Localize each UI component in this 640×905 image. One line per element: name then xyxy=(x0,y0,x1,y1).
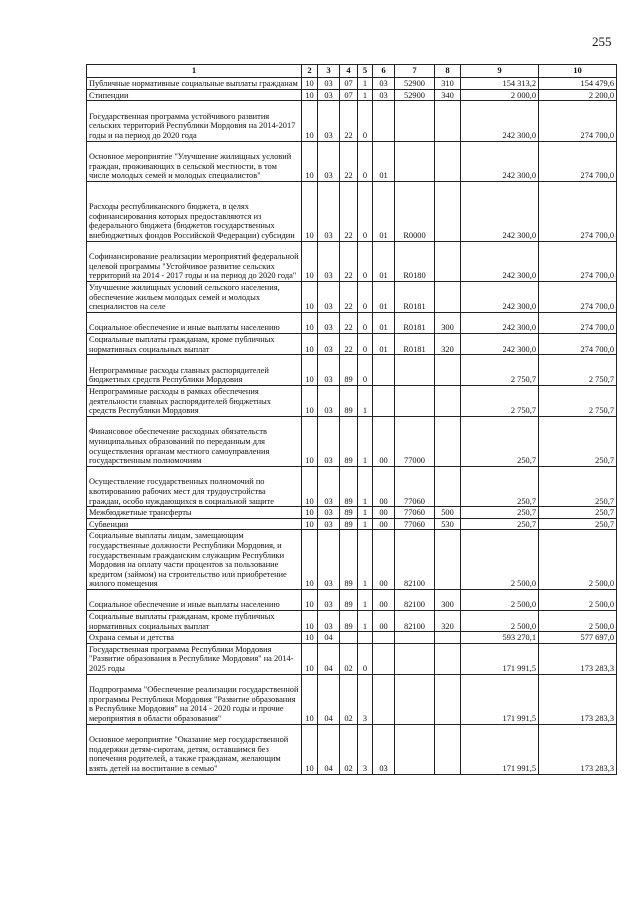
table-row xyxy=(87,89,617,101)
expense-direction-cell xyxy=(395,632,435,644)
subsection-code-cell: 03 xyxy=(318,355,340,386)
expense-type-cell xyxy=(435,101,461,141)
amount-year1-cell: 171 991,5 xyxy=(461,674,539,724)
subsection-code-cell: 03 xyxy=(318,241,340,281)
expense-direction-cell xyxy=(395,101,435,141)
measure-code-cell: 00 xyxy=(373,518,395,530)
subprogram-code-cell xyxy=(358,632,373,644)
subsection-code-cell: 03 xyxy=(318,589,340,610)
subsection-code-cell: 03 xyxy=(318,141,340,181)
table-row xyxy=(87,355,617,386)
program-code-cell: 22 xyxy=(340,281,358,312)
column-header: 4 xyxy=(340,65,358,78)
measure-code-cell: 01 xyxy=(373,141,395,181)
column-header: 9 xyxy=(461,65,539,78)
program-code-cell: 22 xyxy=(340,101,358,141)
row-name-cell: Социальные выплаты лицам, замещающим государственные должности Республики Мордовия, и государственным гражданским служащим Республики Мордовия на оплату части процентов за пользование кредитом (займом) на строительство или приобретение жилого помещения xyxy=(87,530,302,590)
measure-code-cell: 03 xyxy=(373,78,395,90)
amount-year2-cell: 274 700,0 xyxy=(539,181,617,241)
subsection-code-cell: 03 xyxy=(318,416,340,466)
subprogram-code-cell: 0 xyxy=(358,281,373,312)
table-row xyxy=(87,101,617,141)
expense-type-cell xyxy=(435,385,461,416)
table-row xyxy=(87,643,617,674)
subsection-code-cell: 04 xyxy=(318,674,340,724)
program-code-cell: 22 xyxy=(340,333,358,354)
subprogram-code-cell: 0 xyxy=(358,181,373,241)
expense-direction-cell: R0181 xyxy=(395,312,435,333)
expense-type-cell xyxy=(435,241,461,281)
amount-year2-cell: 274 700,0 xyxy=(539,101,617,141)
subprogram-code-cell: 1 xyxy=(358,78,373,90)
amount-year1-cell: 242 300,0 xyxy=(461,312,539,333)
table-row xyxy=(87,312,617,333)
amount-year2-cell: 577 697,0 xyxy=(539,632,617,644)
program-code-cell: 89 xyxy=(340,385,358,416)
section-code-cell: 10 xyxy=(302,416,318,466)
column-header: 3 xyxy=(318,65,340,78)
row-name-cell: Межбюджетные трансферты xyxy=(87,507,302,519)
expense-type-cell xyxy=(435,466,461,506)
subprogram-code-cell: 1 xyxy=(358,530,373,590)
amount-year2-cell: 154 479,6 xyxy=(539,78,617,90)
section-code-cell: 10 xyxy=(302,643,318,674)
program-code-cell xyxy=(340,632,358,644)
section-code-cell: 10 xyxy=(302,385,318,416)
measure-code-cell xyxy=(373,385,395,416)
row-name-cell: Стипендии xyxy=(87,89,302,101)
subprogram-code-cell: 1 xyxy=(358,507,373,519)
table-row xyxy=(87,530,617,590)
subsection-code-cell: 03 xyxy=(318,611,340,632)
measure-code-cell: 00 xyxy=(373,530,395,590)
subsection-code-cell: 03 xyxy=(318,385,340,416)
amount-year1-cell: 2 000,0 xyxy=(461,89,539,101)
expense-direction-cell: 82100 xyxy=(395,530,435,590)
amount-year1-cell: 593 270,1 xyxy=(461,632,539,644)
amount-year2-cell: 274 700,0 xyxy=(539,281,617,312)
section-code-cell: 10 xyxy=(302,724,318,774)
subprogram-code-cell: 3 xyxy=(358,674,373,724)
row-name-cell: Субвенции xyxy=(87,518,302,530)
row-name-cell: Социальные выплаты гражданам, кроме публичных нормативных социальных выплат xyxy=(87,333,302,354)
measure-code-cell: 01 xyxy=(373,241,395,281)
amount-year1-cell: 2 500,0 xyxy=(461,530,539,590)
subprogram-code-cell: 0 xyxy=(358,241,373,281)
amount-year1-cell: 2 500,0 xyxy=(461,589,539,610)
subprogram-code-cell: 0 xyxy=(358,141,373,181)
amount-year2-cell: 250,7 xyxy=(539,416,617,466)
expense-direction-cell: 77060 xyxy=(395,518,435,530)
expense-direction-cell: R0180 xyxy=(395,241,435,281)
amount-year1-cell: 171 991,5 xyxy=(461,643,539,674)
row-name-cell: Подпрограмма "Обеспечение реализации государственной программы Республики Мордовия "Развитие образования в Республике Мордовия" на 2014 - 2020 годы и прочие мероприятия в области образования" xyxy=(87,674,302,724)
section-code-cell: 10 xyxy=(302,141,318,181)
table-row xyxy=(87,611,617,632)
page-number: 255 xyxy=(592,34,612,49)
table-row xyxy=(87,518,617,530)
row-name-cell: Осуществление государственных полномочий по квотированию рабочих мест для трудоустройства граждан, особо нуждающихся в социальной защите xyxy=(87,466,302,506)
measure-code-cell: 01 xyxy=(373,312,395,333)
section-code-cell: 10 xyxy=(302,89,318,101)
measure-code-cell: 01 xyxy=(373,281,395,312)
expense-type-cell xyxy=(435,724,461,774)
amount-year1-cell: 171 991,5 xyxy=(461,724,539,774)
row-name-cell: Социальное обеспечение и иные выплаты населению xyxy=(87,589,302,610)
subsection-code-cell: 03 xyxy=(318,518,340,530)
section-code-cell: 10 xyxy=(302,333,318,354)
amount-year2-cell: 2 750,7 xyxy=(539,385,617,416)
table-row xyxy=(87,385,617,416)
program-code-cell: 89 xyxy=(340,355,358,386)
measure-code-cell: 01 xyxy=(373,333,395,354)
amount-year1-cell: 250,7 xyxy=(461,466,539,506)
table-row xyxy=(87,632,617,644)
subsection-code-cell: 04 xyxy=(318,632,340,644)
section-code-cell: 10 xyxy=(302,530,318,590)
expense-type-cell xyxy=(435,416,461,466)
table-header-row xyxy=(87,65,617,78)
subprogram-code-cell: 0 xyxy=(358,643,373,674)
program-code-cell: 07 xyxy=(340,89,358,101)
subsection-code-cell: 03 xyxy=(318,530,340,590)
expense-direction-cell xyxy=(395,674,435,724)
amount-year2-cell: 2 750,7 xyxy=(539,355,617,386)
section-code-cell: 10 xyxy=(302,507,318,519)
column-header: 5 xyxy=(358,65,373,78)
table-row xyxy=(87,281,617,312)
measure-code-cell xyxy=(373,101,395,141)
section-code-cell: 10 xyxy=(302,101,318,141)
measure-code-cell: 03 xyxy=(373,89,395,101)
row-name-cell: Непрограммные расходы в рамках обеспечения деятельности главных распорядителей бюджетных средств Республики Мордовия xyxy=(87,385,302,416)
subprogram-code-cell: 3 xyxy=(358,724,373,774)
row-name-cell: Улучшение жилищных условий сельского населения, обеспечение жильем молодых семей и молодых специалистов на селе xyxy=(87,281,302,312)
amount-year2-cell: 173 283,3 xyxy=(539,643,617,674)
amount-year1-cell: 2 750,7 xyxy=(461,385,539,416)
program-code-cell: 02 xyxy=(340,643,358,674)
program-code-cell: 07 xyxy=(340,78,358,90)
expense-type-cell: 300 xyxy=(435,312,461,333)
section-code-cell: 10 xyxy=(302,355,318,386)
column-header: 1 xyxy=(87,65,302,78)
row-name-cell: Государственная программа Республики Мордовия "Развитие образования в Республике Мордовия" на 2014-2025 годы xyxy=(87,643,302,674)
amount-year2-cell: 274 700,0 xyxy=(539,312,617,333)
subsection-code-cell: 03 xyxy=(318,507,340,519)
amount-year1-cell: 242 300,0 xyxy=(461,241,539,281)
expense-direction-cell xyxy=(395,643,435,674)
row-name-cell: Финансовое обеспечение расходных обязательств муниципальных образований по переданным для осуществления органам местного самоуправления государственным полномочиям xyxy=(87,416,302,466)
section-code-cell: 10 xyxy=(302,312,318,333)
expense-type-cell: 320 xyxy=(435,333,461,354)
table-row xyxy=(87,78,617,90)
expense-direction-cell: R0000 xyxy=(395,181,435,241)
section-code-cell: 10 xyxy=(302,632,318,644)
expense-direction-cell: R0181 xyxy=(395,333,435,354)
subsection-code-cell: 03 xyxy=(318,101,340,141)
measure-code-cell xyxy=(373,355,395,386)
expense-type-cell xyxy=(435,530,461,590)
measure-code-cell: 00 xyxy=(373,416,395,466)
row-name-cell: Софинансирование реализации мероприятий федеральной целевой программы "Устойчивое развитие сельских территорий на 2014 - 2017 годы и на период до 2020 года" xyxy=(87,241,302,281)
section-code-cell: 10 xyxy=(302,589,318,610)
expense-type-cell: 320 xyxy=(435,611,461,632)
budget-table xyxy=(86,64,617,775)
amount-year1-cell: 250,7 xyxy=(461,416,539,466)
amount-year2-cell: 173 283,3 xyxy=(539,724,617,774)
table-body xyxy=(87,78,617,775)
table-row xyxy=(87,674,617,724)
expense-direction-cell: 77060 xyxy=(395,507,435,519)
amount-year1-cell: 250,7 xyxy=(461,507,539,519)
expense-direction-cell xyxy=(395,724,435,774)
section-code-cell: 10 xyxy=(302,674,318,724)
measure-code-cell: 00 xyxy=(373,589,395,610)
subsection-code-cell: 04 xyxy=(318,724,340,774)
expense-direction-cell: 52900 xyxy=(395,89,435,101)
expense-type-cell xyxy=(435,632,461,644)
amount-year2-cell: 274 700,0 xyxy=(539,241,617,281)
expense-direction-cell: 52900 xyxy=(395,78,435,90)
row-name-cell: Расходы республиканского бюджета, в целях софинансирования которых предоставляются из федерального бюджета (бюджетов государственных внебюджетных фондов Российской Федерации) субсидии xyxy=(87,181,302,241)
amount-year1-cell: 242 300,0 xyxy=(461,141,539,181)
subprogram-code-cell: 0 xyxy=(358,101,373,141)
measure-code-cell: 03 xyxy=(373,724,395,774)
program-code-cell: 89 xyxy=(340,518,358,530)
subprogram-code-cell: 1 xyxy=(358,466,373,506)
program-code-cell: 22 xyxy=(340,141,358,181)
amount-year2-cell: 250,7 xyxy=(539,507,617,519)
amount-year1-cell: 2 500,0 xyxy=(461,611,539,632)
program-code-cell: 89 xyxy=(340,416,358,466)
amount-year2-cell: 2 500,0 xyxy=(539,530,617,590)
subprogram-code-cell: 1 xyxy=(358,385,373,416)
measure-code-cell: 01 xyxy=(373,181,395,241)
subsection-code-cell: 03 xyxy=(318,312,340,333)
expense-direction-cell: 77000 xyxy=(395,416,435,466)
table-row xyxy=(87,333,617,354)
subprogram-code-cell: 1 xyxy=(358,518,373,530)
expense-type-cell: 500 xyxy=(435,507,461,519)
subsection-code-cell: 03 xyxy=(318,89,340,101)
expense-type-cell: 310 xyxy=(435,78,461,90)
amount-year2-cell: 250,7 xyxy=(539,466,617,506)
subsection-code-cell: 03 xyxy=(318,78,340,90)
amount-year2-cell: 2 500,0 xyxy=(539,589,617,610)
amount-year1-cell: 250,7 xyxy=(461,518,539,530)
amount-year1-cell: 154 313,2 xyxy=(461,78,539,90)
expense-type-cell: 530 xyxy=(435,518,461,530)
section-code-cell: 10 xyxy=(302,281,318,312)
table-row xyxy=(87,724,617,774)
amount-year2-cell: 274 700,0 xyxy=(539,141,617,181)
table-row xyxy=(87,241,617,281)
amount-year2-cell: 2 500,0 xyxy=(539,611,617,632)
subsection-code-cell: 03 xyxy=(318,281,340,312)
subprogram-code-cell: 0 xyxy=(358,355,373,386)
program-code-cell: 22 xyxy=(340,241,358,281)
expense-type-cell xyxy=(435,141,461,181)
table-row xyxy=(87,507,617,519)
program-code-cell: 02 xyxy=(340,724,358,774)
measure-code-cell xyxy=(373,674,395,724)
subprogram-code-cell: 0 xyxy=(358,312,373,333)
amount-year1-cell: 242 300,0 xyxy=(461,181,539,241)
row-name-cell: Охрана семьи и детства xyxy=(87,632,302,644)
amount-year2-cell: 173 283,3 xyxy=(539,674,617,724)
row-name-cell: Государственная программа устойчивого развития сельских территорий Республики Мордовия на 2014-2017 годы и на период до 2020 года xyxy=(87,101,302,141)
table-row xyxy=(87,466,617,506)
section-code-cell: 10 xyxy=(302,518,318,530)
measure-code-cell: 00 xyxy=(373,507,395,519)
table-row xyxy=(87,589,617,610)
expense-direction-cell: 82100 xyxy=(395,611,435,632)
row-name-cell: Социальные выплаты гражданам, кроме публичных нормативных социальных выплат xyxy=(87,611,302,632)
row-name-cell: Основное мероприятие "Оказание мер государственной поддержки детям-сиротам, детям, оставшимся без попечения родителей, а также гражданам, желающим взять детей на воспитание в семью" xyxy=(87,724,302,774)
expense-type-cell: 340 xyxy=(435,89,461,101)
subprogram-code-cell: 1 xyxy=(358,611,373,632)
section-code-cell: 10 xyxy=(302,181,318,241)
column-header: 2 xyxy=(302,65,318,78)
subprogram-code-cell: 1 xyxy=(358,589,373,610)
amount-year2-cell: 2 200,0 xyxy=(539,89,617,101)
row-name-cell: Публичные нормативные социальные выплаты гражданам xyxy=(87,78,302,90)
expense-type-cell xyxy=(435,643,461,674)
section-code-cell: 10 xyxy=(302,611,318,632)
amount-year1-cell: 242 300,0 xyxy=(461,101,539,141)
table-row xyxy=(87,416,617,466)
measure-code-cell: 00 xyxy=(373,466,395,506)
row-name-cell: Основное мероприятие "Улучшение жилищных условий граждан, проживающих в сельской местности, в том числе молодых семей и молодых специалистов" xyxy=(87,141,302,181)
row-name-cell: Социальное обеспечение и иные выплаты населению xyxy=(87,312,302,333)
expense-type-cell xyxy=(435,181,461,241)
expense-type-cell xyxy=(435,355,461,386)
section-code-cell: 10 xyxy=(302,241,318,281)
measure-code-cell: 00 xyxy=(373,611,395,632)
subprogram-code-cell: 1 xyxy=(358,416,373,466)
subsection-code-cell: 03 xyxy=(318,181,340,241)
expense-direction-cell xyxy=(395,141,435,181)
column-header: 7 xyxy=(395,65,435,78)
expense-type-cell xyxy=(435,281,461,312)
program-code-cell: 89 xyxy=(340,530,358,590)
amount-year1-cell: 2 750,7 xyxy=(461,355,539,386)
expense-direction-cell xyxy=(395,355,435,386)
program-code-cell: 89 xyxy=(340,507,358,519)
table-row xyxy=(87,141,617,181)
amount-year1-cell: 242 300,0 xyxy=(461,281,539,312)
expense-direction-cell xyxy=(395,385,435,416)
expense-type-cell: 300 xyxy=(435,589,461,610)
amount-year2-cell: 250,7 xyxy=(539,518,617,530)
program-code-cell: 22 xyxy=(340,181,358,241)
program-code-cell: 89 xyxy=(340,611,358,632)
subprogram-code-cell: 1 xyxy=(358,89,373,101)
program-code-cell: 02 xyxy=(340,674,358,724)
expense-direction-cell: 77060 xyxy=(395,466,435,506)
column-header: 8 xyxy=(435,65,461,78)
program-code-cell: 89 xyxy=(340,589,358,610)
table-row xyxy=(87,181,617,241)
subsection-code-cell: 03 xyxy=(318,466,340,506)
subsection-code-cell: 03 xyxy=(318,333,340,354)
expense-direction-cell: R0181 xyxy=(395,281,435,312)
subsection-code-cell: 04 xyxy=(318,643,340,674)
section-code-cell: 10 xyxy=(302,466,318,506)
expense-direction-cell: 82100 xyxy=(395,589,435,610)
measure-code-cell xyxy=(373,632,395,644)
section-code-cell: 10 xyxy=(302,78,318,90)
row-name-cell: Непрограммные расходы главных распорядителей бюджетных средств Республики Мордовия xyxy=(87,355,302,386)
measure-code-cell xyxy=(373,643,395,674)
program-code-cell: 22 xyxy=(340,312,358,333)
column-header: 10 xyxy=(539,65,617,78)
column-header: 6 xyxy=(373,65,395,78)
program-code-cell: 89 xyxy=(340,466,358,506)
amount-year1-cell: 242 300,0 xyxy=(461,333,539,354)
subprogram-code-cell: 0 xyxy=(358,333,373,354)
expense-type-cell xyxy=(435,674,461,724)
amount-year2-cell: 274 700,0 xyxy=(539,333,617,354)
